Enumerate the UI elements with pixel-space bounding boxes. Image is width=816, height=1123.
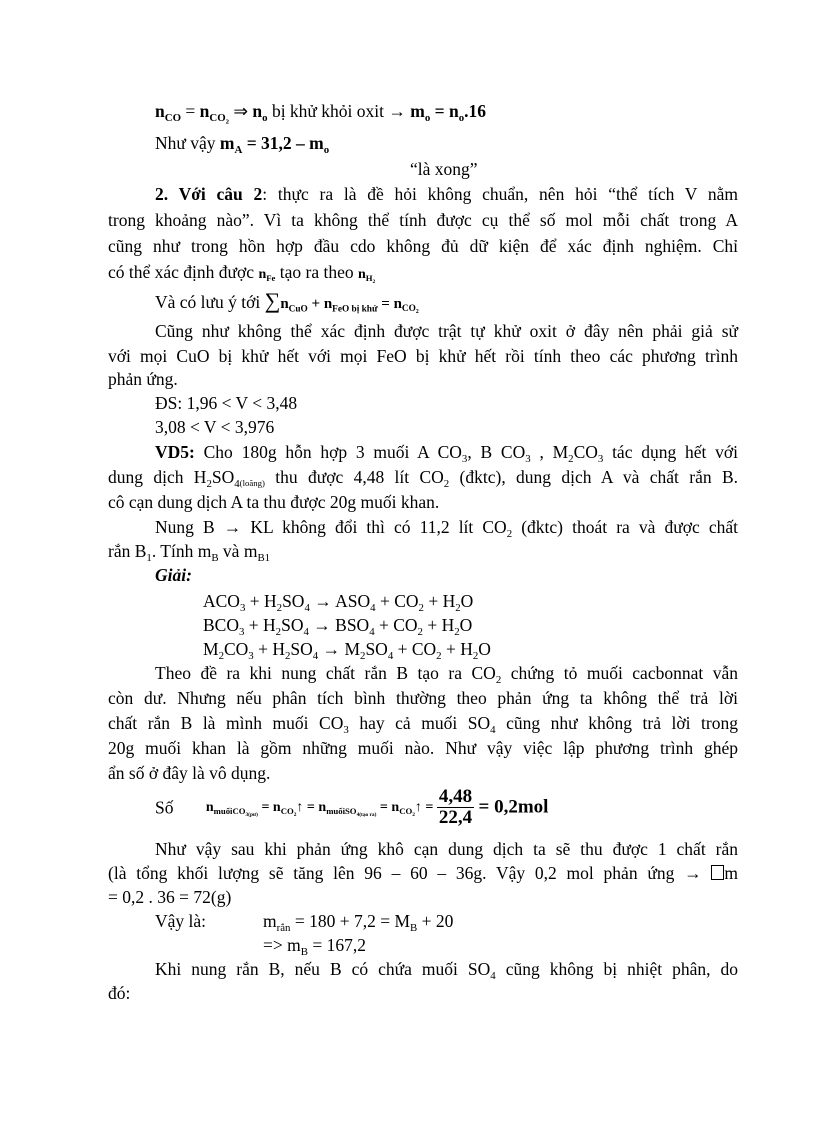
- note-sum-line: Và có lưu ý tới $\sum n_{CuO} + n_{FeO bị khử} = n_{CO_2}$: [155, 288, 419, 316]
- p2-line4: có thể xác định được $n_{Fe}$ tạo ra theo $n_{H_2}$: [108, 262, 376, 285]
- answer-line2: 3,08 < V < 3,976: [155, 417, 275, 437]
- p2-line1: 2. Với câu 2: thực ra là đề hỏi không chuẩn, nên hỏi “thể tích V nằm: [155, 184, 738, 204]
- p7-line1: Khi nung rắn B, nếu B có chứa muối $SO_4$ cũng không bị nhiệt phân, do: [155, 959, 739, 982]
- fraction-4-48-over-22-4: $\frac{4,48}{22,4}$: [438, 786, 473, 828]
- p2-line3: cũng như trong hồn hợp đầu cdo không đủ dữ kiện để xác định nghiệm. Chỉ: [108, 236, 738, 256]
- giai-heading: Giải:: [155, 565, 192, 585]
- vayla-label: Vậy là:: [155, 911, 207, 931]
- p5-line2: còn dư. Nhưng nếu phân tích bình thường theo phản ứng ta không thể trả lời: [108, 688, 738, 708]
- p6-line2: (là tổng khối lượng sẽ tăng lên 96 – 60 – 36g. Vậy 0,2 mol phản ứng → m: [108, 863, 738, 883]
- p3-line2: với mọi CuO bị khử hết với mọi FeO bị khử hết rồi tính theo các phương trình: [108, 346, 738, 366]
- vayla-line2: => $m_B = 167,2$: [263, 935, 366, 958]
- equation-m-a: Như vậy $m_A = 31,2 - m_o$: [155, 133, 330, 156]
- vd5-line3: cô cạn dung dịch A ta thu được 20g muối khan.: [108, 492, 440, 512]
- p5-line4: 20g muối khan là gồm những muối nào. Như vậy việc lập phương trình ghép: [108, 738, 738, 758]
- so-formula: Số $n_{muốiCO_{3(pư)}}$ = $n_{CO_2}↑ = n_{muốiSO_{4(tạo ra)}}$ = $n_{CO_2}↑$ = $\frac{4,48}{22,4}$ = 0,2mol: [155, 786, 549, 828]
- p6-line1: Như vậy sau khi phản ứng khô cạn dung dịch ta sẽ thu được 1 chất rắn: [155, 839, 738, 859]
- p3-line3: phản ứng.: [108, 369, 178, 389]
- p6-line3: = 0,2 . 36 = 72(g): [108, 887, 232, 907]
- vd5-line2: dung dịch $H_2SO_{4(loãng)}$ thu được 4,48 lít $CO_2$ (đktc), dung dịch A và chất rắn B.: [108, 467, 738, 490]
- p7-line2: đó:: [108, 983, 131, 1003]
- delta-box-icon: [711, 865, 724, 880]
- vd5-line1: VD5: Cho 180g hỗn hợp 3 muối A $CO_3$, B $CO_3$ , $M_2CO_3$ tác dụng hết với: [155, 442, 739, 465]
- p5-line3: chất rắn B là mình muối $CO_3$ hay cả muối $SO_4$ cũng như không trả lời trong: [108, 713, 738, 736]
- p2-line2: trong khoảng nào”. Vì ta không thể tính được cụ thể số mol mỗi chất trong A: [108, 210, 738, 230]
- p5-line5: ẩn số ở đây là vô dụng.: [108, 763, 271, 783]
- p3-line1: Cũng như không thể xác định được trật tự khử oxit ở đây nên phải giả sử: [155, 321, 738, 341]
- answer-line1: ĐS: 1,96 < V < 3,48: [155, 393, 298, 413]
- reaction-1: $ACO_3 + H_2SO_4 \to ASO_4 + CO_2 + H_2O$: [203, 591, 474, 614]
- p5-line1: Theo đề ra khi nung chất rắn B tạo ra $CO_2$ chứng tỏ muối cacbonnat vẫn: [155, 663, 738, 686]
- reaction-3: $M_2CO_3 + H_2SO_4 \to M_2SO_4 + CO_2 + H_2O$: [203, 639, 491, 662]
- p4-line1: Nung B → KL không đổi thì có 11,2 lít $CO_2$ (đktc) thoát ra và được chất: [155, 517, 739, 540]
- reaction-2: $BCO_3 + H_2SO_4 \to BSO_4 + CO_2 + H_2O$: [203, 615, 473, 638]
- p4-line2: rắn $B_1$. Tính $m_B$ và $m_{B1}$: [108, 541, 271, 564]
- vayla-line1: $m_{rắn} = 180 + 7,2 = M_B + 20$: [263, 911, 454, 934]
- la-xong-text: “là xong”: [410, 159, 478, 179]
- equation-n-co: $n_{CO} = n_{CO_2}$ ⇒ $n_o$ bị khử khỏi oxit → $m_o = n_o.16$: [155, 101, 487, 126]
